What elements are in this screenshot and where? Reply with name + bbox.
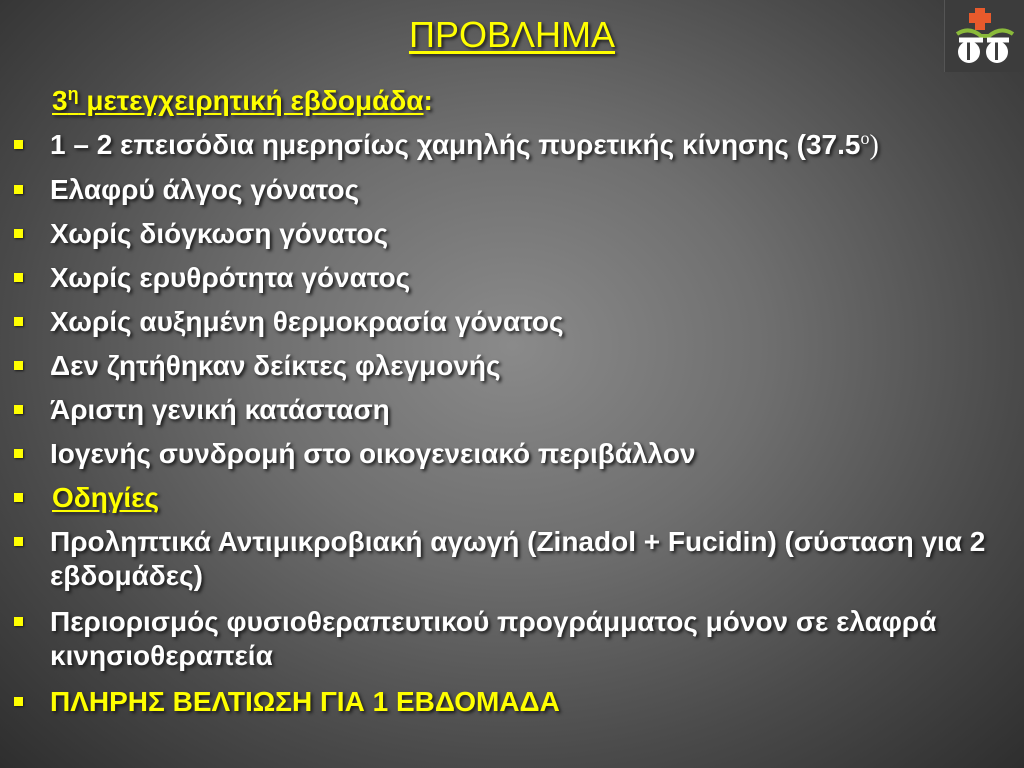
medical-logo-icon xyxy=(944,0,1024,72)
bullet-item: Ελαφρύ άλγος γόνατος xyxy=(14,173,1019,207)
square-bullet-icon xyxy=(14,317,23,326)
square-bullet-icon xyxy=(14,537,23,546)
bullet-item: Χωρίς διόγκωση γόνατος xyxy=(14,217,1019,251)
bullet-item: Άριστη γενική κατάσταση xyxy=(14,393,1019,427)
square-bullet-icon xyxy=(14,273,23,282)
square-bullet-icon xyxy=(14,617,23,626)
bullet-item: Ιογενής συνδρομή στο οικογενειακό περιβάλλον xyxy=(14,437,1019,471)
section-heading-postop-week: $3^\eta$ μετεγχειρητική εβδομάδα: xyxy=(52,84,433,116)
square-bullet-icon xyxy=(14,697,23,706)
square-bullet-icon xyxy=(14,185,23,194)
bullet-item: Χωρίς αυξημένη θερμοκρασία γόνατος xyxy=(14,305,1019,339)
section-heading-instructions: Οδηγίες xyxy=(52,482,160,513)
bullet-item-highlight: ΠΛΗΡΗΣ ΒΕΛΤΙΩΣΗ ΓΙΑ 1 ΕΒΔΟΜΑΔΑ xyxy=(14,685,1019,719)
square-bullet-icon xyxy=(14,449,23,458)
slide-body xyxy=(14,84,1019,729)
square-bullet-icon xyxy=(14,229,23,238)
bullet-item: 1 – 2 επεισόδια ημερησίως χαμηλής πυρετικής κίνησης $(37.5^o)$ xyxy=(14,128,1019,163)
bullet-item: Περιορισμός φυσιοθεραπευτικού προγράμματος μόνον σε ελαφρά κινησιοθεραπεία xyxy=(14,605,1019,673)
square-bullet-icon xyxy=(14,405,23,414)
slide-title: ΠΡΟΒΛΗΜΑ xyxy=(408,14,616,55)
square-bullet-icon xyxy=(14,493,23,502)
bullet-item: Χωρίς ερυθρότητα γόνατος xyxy=(14,261,1019,295)
bullet-item: Προληπτικά Αντιμικροβιακή αγωγή (Zinadol + Fucidin) (σύσταση για 2 εβδομάδες) xyxy=(14,525,1019,593)
square-bullet-icon xyxy=(14,140,23,149)
square-bullet-icon xyxy=(14,361,23,370)
bullet-item: Δεν ζητήθηκαν δείκτες φλεγμονής xyxy=(14,349,1019,383)
